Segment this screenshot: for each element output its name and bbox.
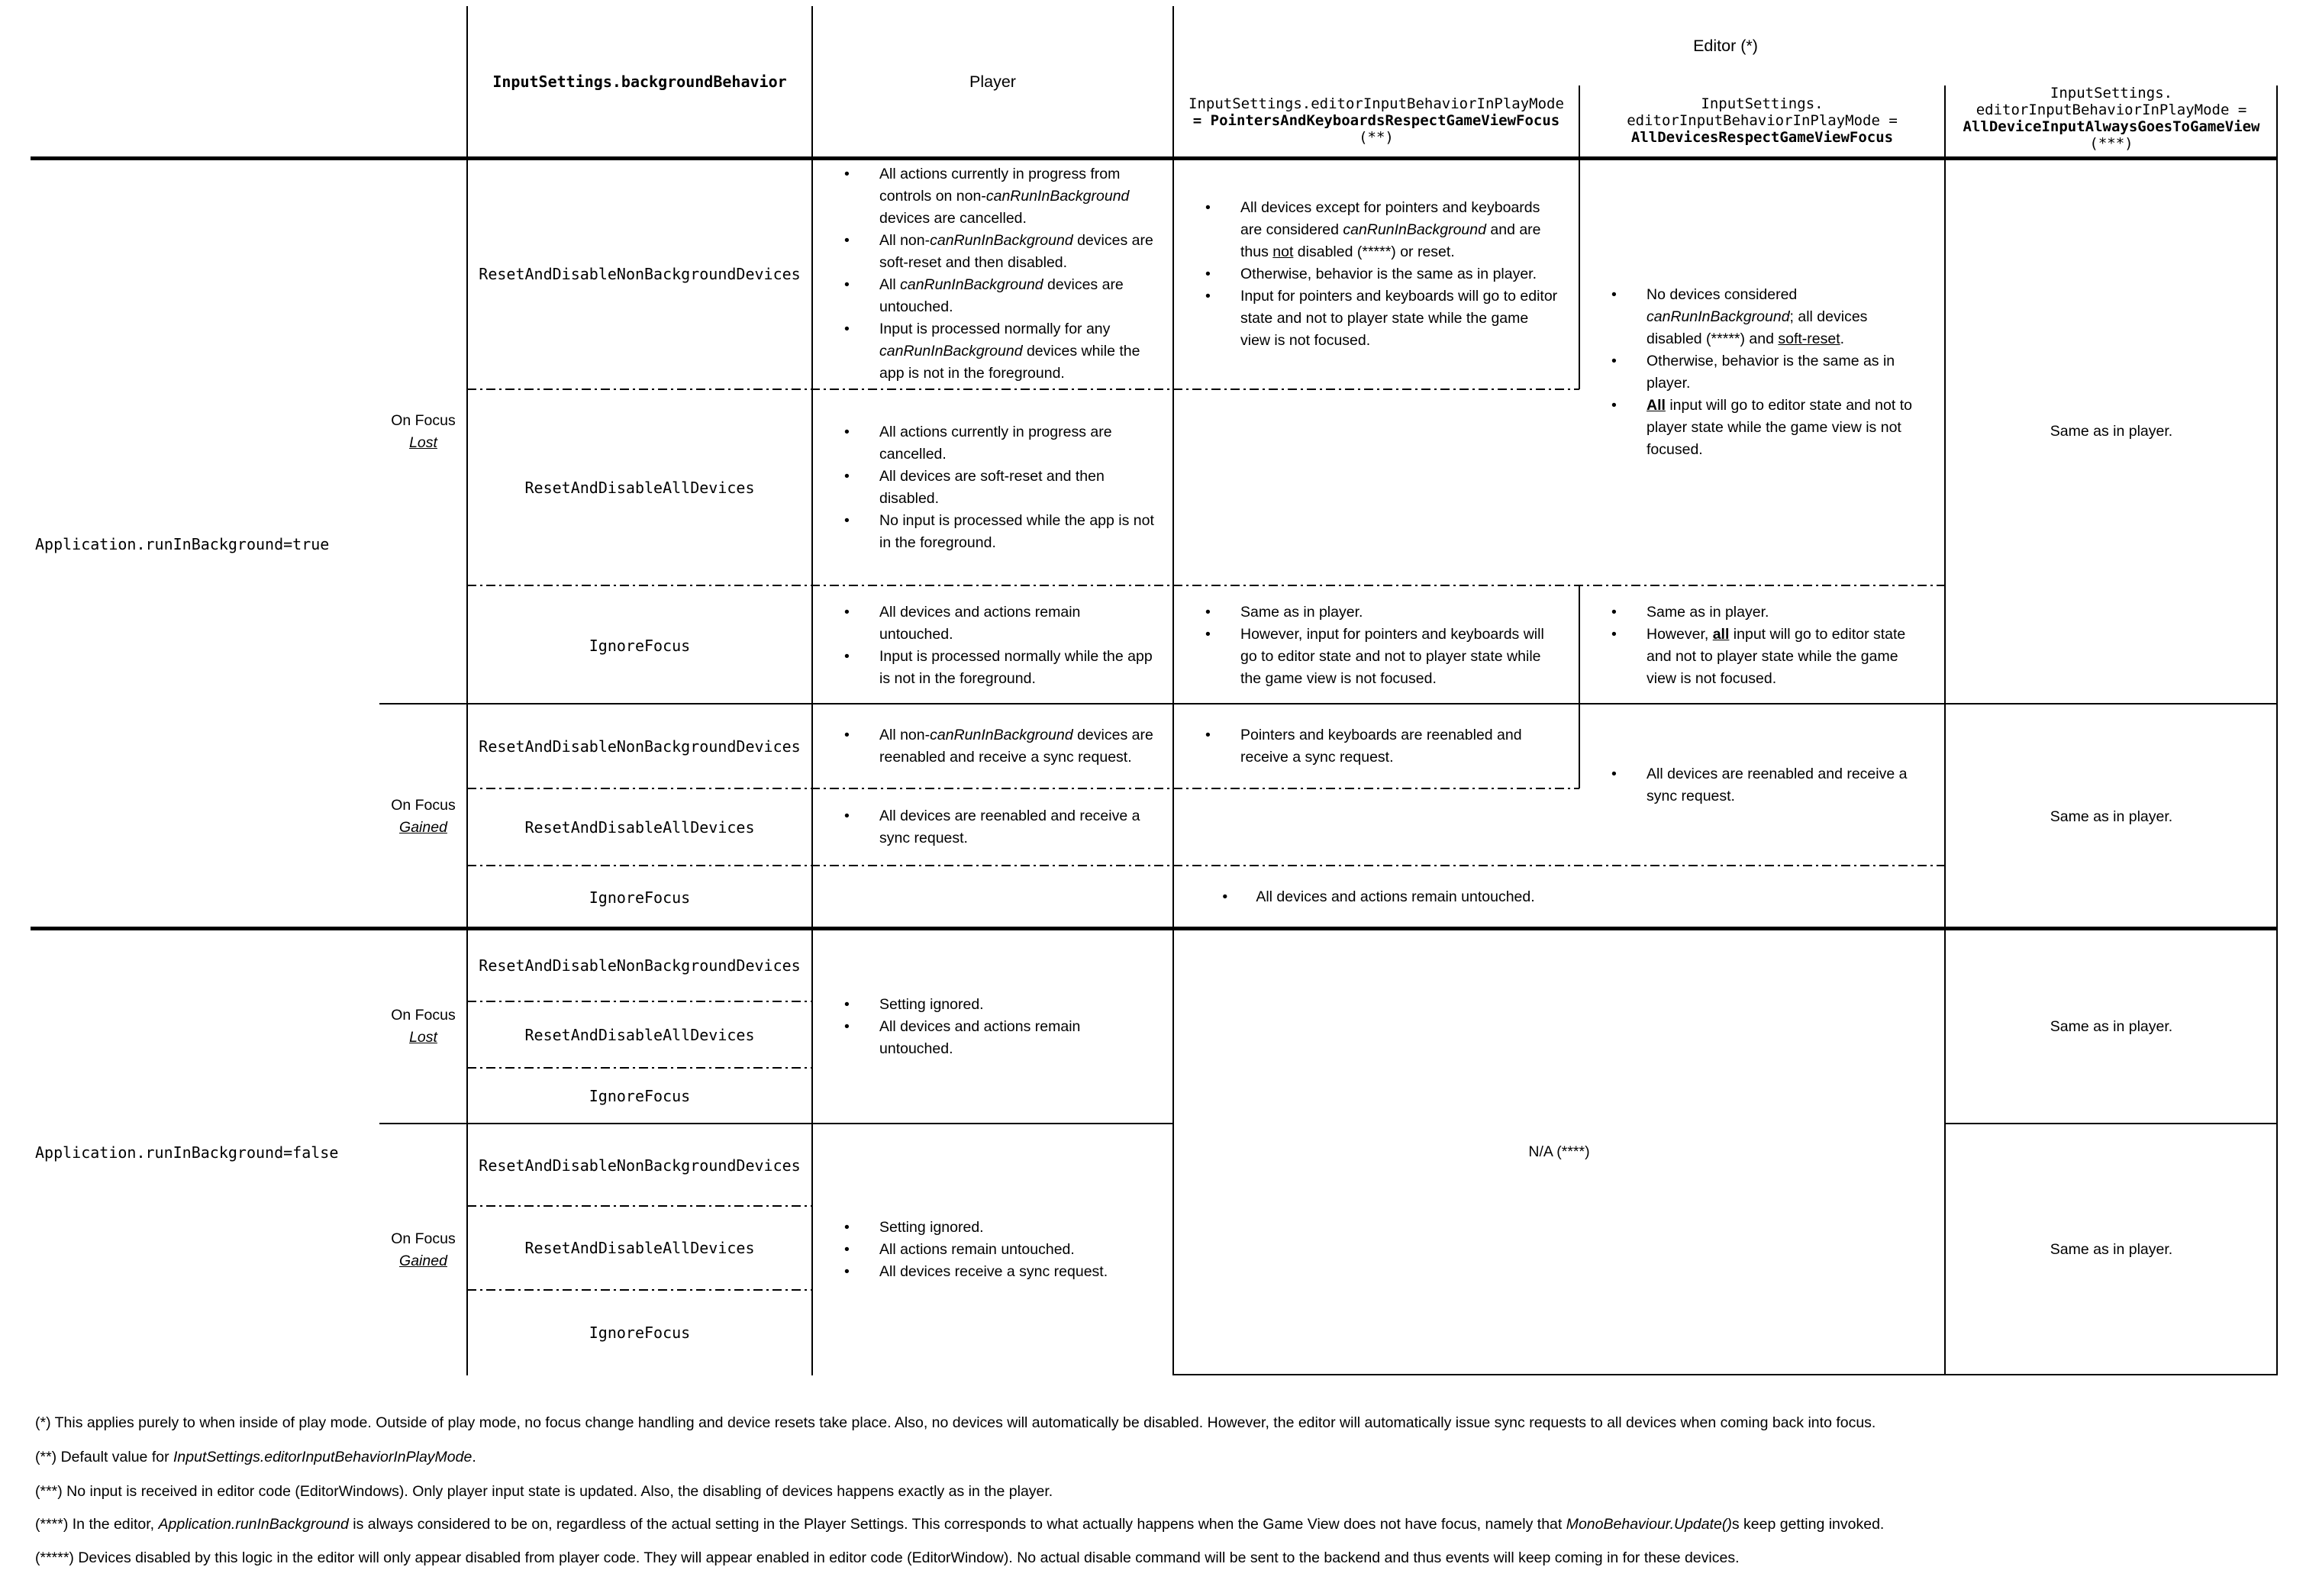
cell-editor2-true-lost-ignorefocus xyxy=(1579,586,1945,704)
border-false-lost-gained-right xyxy=(1945,1123,2278,1124)
vline-player-left xyxy=(811,6,813,1375)
cell-editor2-true-lost-resets xyxy=(1579,159,1945,586)
cell-merged-true-gained-ignorefocus xyxy=(812,866,1945,929)
header-editor-mode-alldevices-text: InputSettings. editorInputBehaviorInPlayMode = AllDevicesRespectGameViewFocus xyxy=(1627,95,1898,146)
bullet-item: • All devices are soft-reset and then disabled. xyxy=(879,466,1155,510)
row-group-runinbackground-false xyxy=(31,929,379,1375)
cell-player-false-gained-list xyxy=(812,1217,1173,1283)
row-label-false-lost-ignorefocus xyxy=(467,1068,812,1124)
row-label-true-gained-reset-all xyxy=(467,788,812,866)
row-group-false-focus-gained-text: On Focus Gained xyxy=(391,1230,456,1269)
footnote-1-text: (*) This applies purely to when inside of play mode. Outside of play mode, no focus change handling and device resets take place. Also, no devices will automatically be disabled. However, the editor will automatically issue sync requests to all devices when coming back into focus. xyxy=(35,1414,1876,1431)
bullet-item: • However, all input will go to editor state and not to player state while the game view is not focused. xyxy=(1647,624,1927,690)
bullet-item: • All actions currently in progress from controls on non-canRunInBackground devices are cancelled. xyxy=(879,163,1155,230)
row-group-true-focus-lost xyxy=(379,159,467,704)
bullet-item: • All devices are reenabled and receive a sync request. xyxy=(879,805,1155,850)
bullet-item: • All non-canRunInBackground devices are reenabled and receive a sync request. xyxy=(879,724,1155,769)
bullet-item: • No devices considered canRunInBackground; all devices disabled (*****) and soft-reset. xyxy=(1647,284,1927,350)
divider-false-gained-row2 xyxy=(467,1289,812,1291)
cell-editor1-true-gained-reset-nonbg xyxy=(1173,704,1579,788)
row-label-false-lost-reset-all-text: ResetAndDisableAllDevices xyxy=(524,1025,755,1044)
bullet-item: • Otherwise, behavior is the same as in player. xyxy=(1240,263,1561,285)
cell-player-true-lost-reset-all xyxy=(812,389,1173,586)
row-label-false-gained-reset-all-text: ResetAndDisableAllDevices xyxy=(524,1239,755,1257)
border-false-lost-gained-left xyxy=(379,1123,1173,1124)
border-header-bottom-thick xyxy=(31,156,2278,160)
row-group-false-focus-lost xyxy=(379,929,467,1124)
row-label-true-lost-reset-all xyxy=(467,389,812,586)
footnote-3 xyxy=(31,1481,2305,1511)
footnote-5 xyxy=(31,1547,2305,1578)
header-player-text: Player xyxy=(969,73,1016,91)
cell-editor2-true-gained-resets-list xyxy=(1579,763,1945,808)
cell-player-true-lost-reset-nonbg-list xyxy=(812,163,1173,385)
cell-player-true-gained-reset-nonbg-list xyxy=(812,724,1173,769)
bullet-item: • All actions currently in progress are cancelled. xyxy=(879,421,1155,466)
row-label-false-gained-ignorefocus xyxy=(467,1290,812,1375)
row-label-true-gained-reset-nonbg xyxy=(467,704,812,788)
header-editor-mode-allinput-text: InputSettings. editorInputBehaviorInPlayMode = AllDeviceInputAlwaysGoesToGameView (***) xyxy=(1963,85,2260,152)
bullet-item: • All devices except for pointers and keyboards are considered canRunInBackground and are thus not disabled (*****) or reset. xyxy=(1240,197,1561,263)
row-group-true-focus-lost-text: On Focus Lost xyxy=(391,411,456,451)
row-label-false-lost-reset-nonbg xyxy=(467,929,812,1001)
row-label-false-gained-ignorefocus-text: IgnoreFocus xyxy=(589,1324,691,1342)
bullet-item: • All input will go to editor state and not to player state while the game view is not focused. xyxy=(1647,395,1927,461)
row-label-true-lost-reset-all-text: ResetAndDisableAllDevices xyxy=(524,479,755,497)
bullet-item: • Same as in player. xyxy=(1647,601,1927,624)
vline-editor3-left xyxy=(1944,85,1946,1375)
cell-editor-false-na xyxy=(1173,929,1945,1375)
cell-editor3-false-lost-text: Same as in player. xyxy=(2050,1017,2173,1035)
cell-editor2-true-lost-ignorefocus-list xyxy=(1579,601,1945,690)
bullet-item: • Pointers and keyboards are reenabled and receive a sync request. xyxy=(1240,724,1561,769)
cell-editor3-true-lost xyxy=(1945,159,2278,704)
row-label-false-gained-reset-all xyxy=(467,1206,812,1290)
row-label-true-gained-ignorefocus-text: IgnoreFocus xyxy=(589,888,691,907)
bullet-item: • All devices and actions remain untouched. xyxy=(879,601,1155,646)
cell-editor1-true-lost-reset-nonbg xyxy=(1173,159,1579,389)
divider-true-lost-row1 xyxy=(467,389,1579,390)
row-group-runinbackground-true xyxy=(31,159,379,929)
cell-editor3-true-lost-text: Same as in player. xyxy=(2050,423,2173,440)
footnote-3-text: (***) No input is received in editor code (EditorWindows). Only player input state is updated. Also, the disabling of devices happens exactly as in the player. xyxy=(35,1483,1053,1500)
row-label-true-gained-reset-nonbg-text: ResetAndDisableNonBackgroundDevices xyxy=(479,737,801,756)
header-editor-group xyxy=(1173,6,2278,85)
cell-merged-true-gained-ignorefocus-text: • All devices and actions remain untouched. xyxy=(1222,888,1535,905)
cell-player-true-lost-ignorefocus-list xyxy=(812,601,1173,690)
cell-editor3-true-gained-text: Same as in player. xyxy=(2050,808,2173,825)
border-true-lost-gained xyxy=(379,703,2278,704)
bullet-item: • All actions remain untouched. xyxy=(879,1239,1155,1261)
bullet-item: • All non-canRunInBackground devices are soft-reset and then disabled. xyxy=(879,230,1155,274)
cell-editor2-true-lost-resets-list xyxy=(1579,284,1945,461)
row-label-false-gained-reset-nonbg-text: ResetAndDisableNonBackgroundDevices xyxy=(479,1156,801,1175)
divider-false-lost-row1 xyxy=(467,1001,812,1002)
row-label-false-lost-reset-all xyxy=(467,1001,812,1068)
vline-backgroundbehavior-left xyxy=(466,6,468,1375)
vline-table-right xyxy=(2276,85,2278,1375)
footnote-1 xyxy=(31,1412,2305,1443)
cell-player-true-gained-reset-nonbg xyxy=(812,704,1173,788)
header-background-behavior-text: InputSettings.backgroundBehavior xyxy=(492,73,787,91)
cell-editor3-false-lost xyxy=(1945,929,2278,1124)
row-label-true-lost-reset-nonbg-text: ResetAndDisableNonBackgroundDevices xyxy=(479,265,801,283)
bullet-item: • Setting ignored. xyxy=(879,1217,1155,1239)
cell-editor3-false-gained-text: Same as in player. xyxy=(2050,1241,2173,1258)
bullet-item: • Input for pointers and keyboards will go to editor state and not to player state while the game view is not focused. xyxy=(1240,285,1561,352)
cell-editor-false-na-text: N/A (****) xyxy=(1528,1143,1590,1160)
bullet-item: • Same as in player. xyxy=(1240,601,1561,624)
footnote-5-text: (*****) Devices disabled by this logic in the editor will only appear disabled from player code. They will appear enabled in editor code (EditorWindow). No actual disable command will be sent to the backend and thus events will keep coming in for these devices. xyxy=(35,1549,1740,1566)
divider-true-lost-row2 xyxy=(467,585,1945,586)
row-group-runinbackground-true-text: Application.runInBackground=true xyxy=(35,534,330,553)
row-label-true-gained-reset-all-text: ResetAndDisableAllDevices xyxy=(524,817,755,837)
divider-true-gained-row2 xyxy=(467,865,1945,866)
row-label-true-gained-ignorefocus xyxy=(467,866,812,929)
cell-player-true-gained-reset-all xyxy=(812,788,1173,866)
cell-editor1-true-gained-reset-nonbg-list xyxy=(1173,724,1579,769)
row-group-false-focus-lost-text: On Focus Lost xyxy=(391,1007,456,1046)
row-group-true-focus-gained-text: On Focus Gained xyxy=(391,797,456,836)
row-label-false-lost-ignorefocus-text: IgnoreFocus xyxy=(589,1087,691,1105)
bullet-item: • All canRunInBackground devices are untouched. xyxy=(879,274,1155,318)
cell-editor1-true-lost-ignorefocus-list xyxy=(1173,601,1579,690)
cell-editor3-false-gained xyxy=(1945,1124,2278,1375)
header-background-behavior xyxy=(467,6,812,157)
cell-editor1-true-lost-ignorefocus xyxy=(1173,586,1579,704)
row-label-true-lost-ignorefocus xyxy=(467,586,812,704)
row-label-false-lost-reset-nonbg-text: ResetAndDisableNonBackgroundDevices xyxy=(479,956,801,975)
cell-player-false-lost xyxy=(812,929,1173,1124)
footnote-2-text: (**) Default value for InputSettings.editorInputBehaviorInPlayMode. xyxy=(35,1449,476,1465)
header-editor-mode-pointers xyxy=(1173,84,1579,157)
divider-false-lost-row2 xyxy=(467,1067,812,1069)
bullet-item: • All devices receive a sync request. xyxy=(879,1261,1155,1283)
vline-editor2-left-upper xyxy=(1579,85,1580,389)
border-table-bottom xyxy=(1173,1374,2278,1375)
vline-editor2-left-mid xyxy=(1579,585,1580,788)
header-editor-group-text: Editor (*) xyxy=(1693,37,1758,55)
bullet-item: • Input is processed normally while the app is not in the foreground. xyxy=(879,646,1155,690)
cell-player-true-lost-reset-nonbg xyxy=(812,159,1173,389)
row-group-runinbackground-false-text: Application.runInBackground=false xyxy=(35,1143,339,1162)
cell-player-true-lost-ignorefocus xyxy=(812,586,1173,704)
cell-editor1-true-lost-reset-nonbg-list xyxy=(1173,197,1579,352)
bullet-item: • All devices and actions remain untouched. xyxy=(879,1016,1155,1060)
row-label-true-lost-reset-nonbg xyxy=(467,159,812,389)
footnote-4 xyxy=(31,1514,2305,1544)
header-player xyxy=(812,6,1173,157)
cell-player-false-gained xyxy=(812,1124,1173,1375)
footnote-4-text: (****) In the editor, Application.runInBackground is always considered to be on, regardless of the actual setting in the Player Settings. This corresponds to what actually happens when the Game View does not have focus, namely that MonoBehaviour.Update()s keep getting invoked. xyxy=(35,1516,1885,1533)
bullet-item: • Setting ignored. xyxy=(879,994,1155,1016)
border-section-divider-thick xyxy=(31,927,2278,930)
divider-true-gained-row1 xyxy=(467,788,1579,789)
header-editor-mode-alldevices xyxy=(1579,84,1945,157)
bullet-item: • No input is processed while the app is not in the foreground. xyxy=(879,510,1155,554)
bullet-item: • However, input for pointers and keyboards will go to editor state and not to player state while the game view is not focused. xyxy=(1240,624,1561,690)
cell-editor3-true-gained xyxy=(1945,704,2278,929)
bullet-item: • Input is processed normally for any canRunInBackground devices while the app is not in the foreground. xyxy=(879,318,1155,385)
cell-editor2-true-gained-resets xyxy=(1579,704,1945,866)
header-editor-mode-pointers-text: InputSettings.editorInputBehaviorInPlayMode = PointersAndKeyboardsRespectGameViewFocus (**) xyxy=(1189,95,1564,146)
row-label-false-gained-reset-nonbg xyxy=(467,1124,812,1206)
bullet-item: • All devices are reenabled and receive a sync request. xyxy=(1647,763,1927,808)
cell-player-true-gained-reset-all-list xyxy=(812,805,1173,850)
row-group-false-focus-gained xyxy=(379,1124,467,1375)
vline-editor-left xyxy=(1172,6,1174,1375)
cell-player-true-lost-reset-all-list xyxy=(812,421,1173,554)
divider-false-gained-row1 xyxy=(467,1205,812,1207)
row-label-true-lost-ignorefocus-text: IgnoreFocus xyxy=(589,636,691,655)
footnote-2 xyxy=(31,1446,2305,1477)
row-group-true-focus-gained xyxy=(379,704,467,929)
cell-player-false-lost-list xyxy=(812,994,1173,1060)
header-editor-mode-allinput xyxy=(1945,79,2278,157)
bullet-item: • Otherwise, behavior is the same as in player. xyxy=(1647,350,1927,395)
